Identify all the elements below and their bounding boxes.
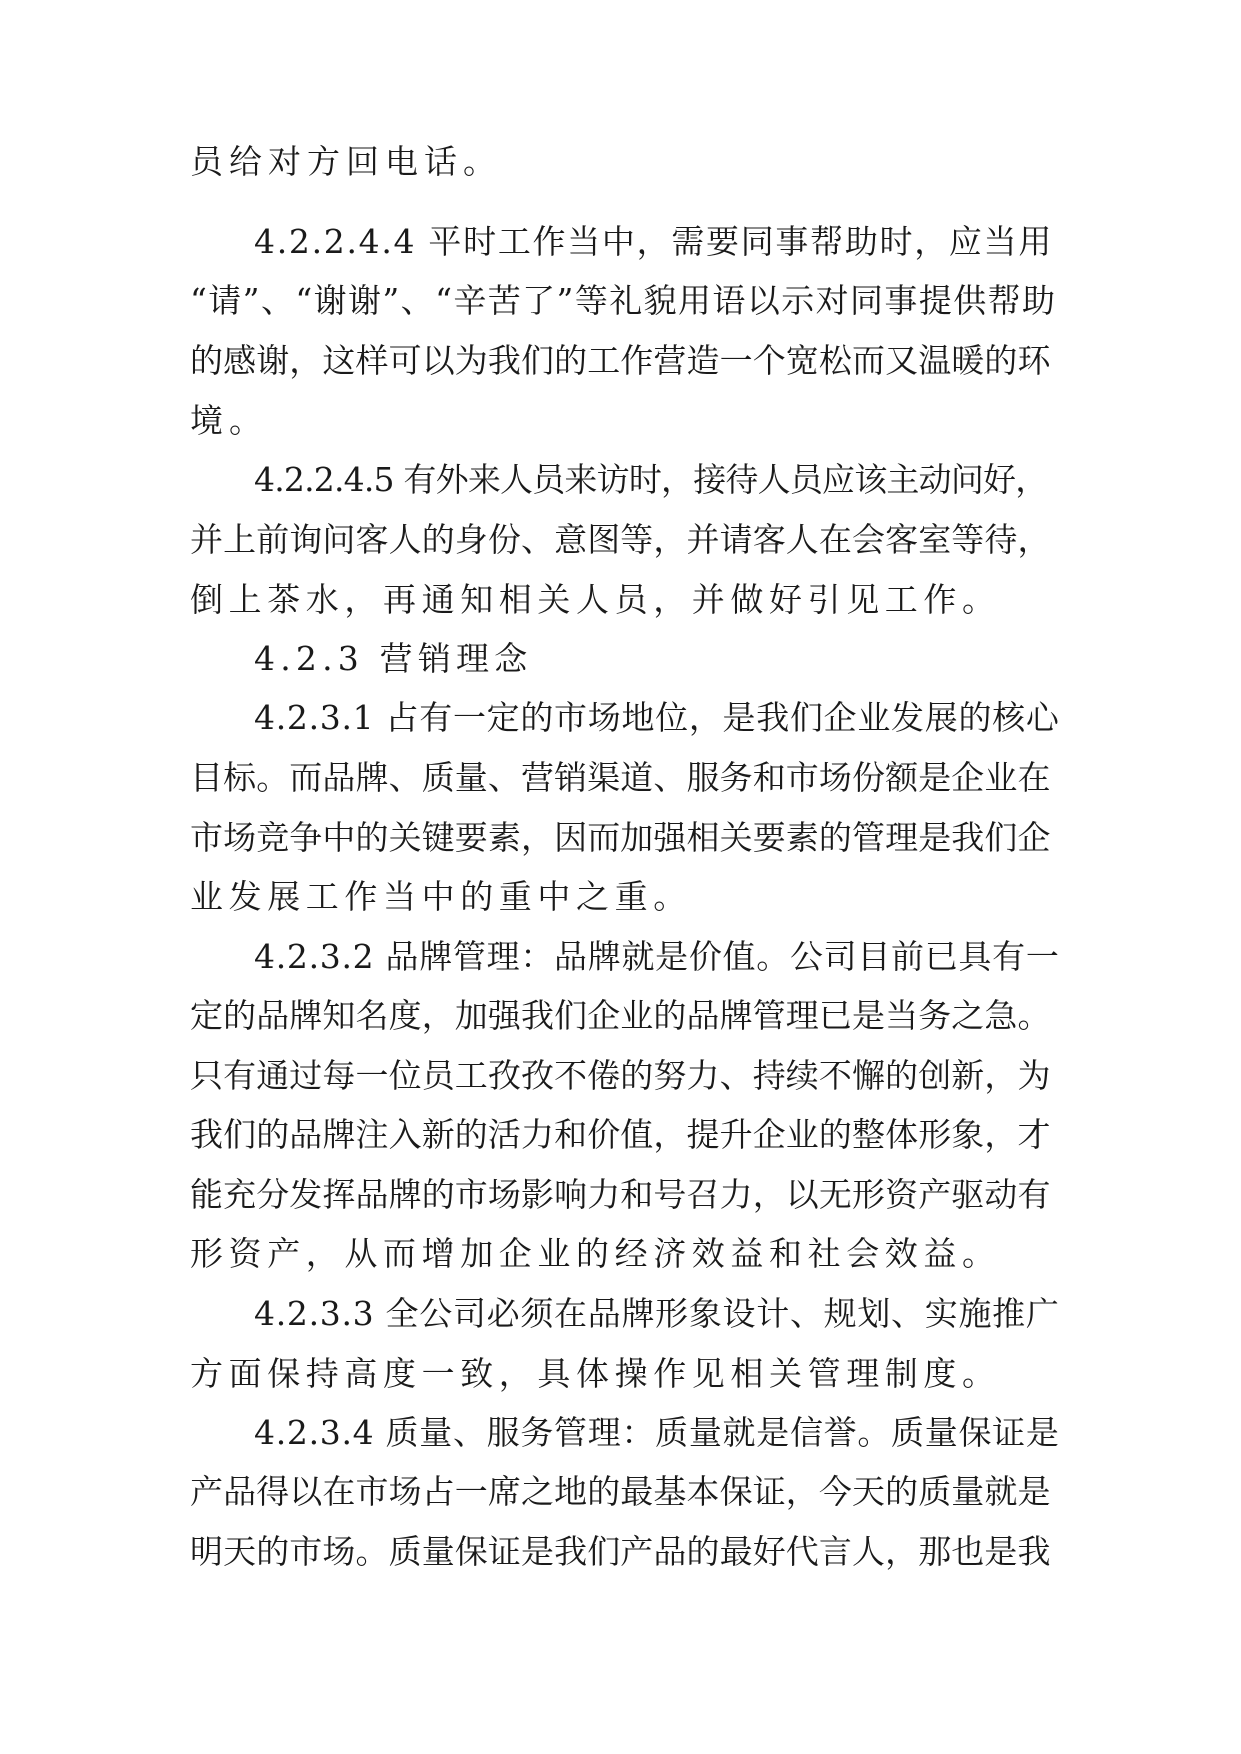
text-line: 我们的品牌注入新的活力和价值，提升企业的整体形象，才 [190,1115,1051,1154]
text-line: 境。 [190,401,268,440]
text-line: 只有通过每一位员工孜孜不倦的努力、持续不懈的创新，为 [190,1056,1051,1095]
text-line: 定的品牌知名度，加强我们企业的品牌管理已是当务之急。 [190,996,1051,1035]
text-line: “请”、“谢谢”、“辛苦了”等礼貌用语以示对同事提供帮助 [190,281,1057,320]
text-line: 4.2.3.4 质量、服务管理：质量就是信誉。质量保证是 [254,1413,1060,1452]
text-line: 倒上茶水，再通知相关人员，并做好引见工作。 [190,580,1001,619]
text-line: 能充分发挥品牌的市场影响力和号召力，以无形资产驱动有 [190,1175,1051,1214]
text-line: 市场竞争中的关键要素，因而加强相关要素的管理是我们企 [190,818,1051,857]
section-heading: 4.2.3 营销理念 [254,639,533,678]
text-line: 4.2.2.4.5 有外来人员来访时，接待人员应该主动问好， [254,460,1048,499]
text-line: 4.2.3.1 占有一定的市场地位，是我们企业发展的核心 [254,698,1060,737]
text-line: 4.2.3.3 全公司必须在品牌形象设计、规划、实施推广 [254,1294,1060,1333]
text-line: 方面保持高度一致，具体操作见相关管理制度。 [190,1354,1001,1393]
text-line: 4.2.3.2 品牌管理：品牌就是价值。公司目前已具有一 [254,937,1060,976]
text-line: 员给对方回电话。 [190,142,502,181]
text-line: 产品得以在市场占一席之地的最基本保证，今天的质量就是 [190,1472,1051,1511]
text-line: 的感谢，这样可以为我们的工作营造一个宽松而又温暖的环 [190,341,1051,380]
text-line: 并上前询问客人的身份、意图等，并请客人在会客室等待， [190,520,1051,559]
text-line: 明天的市场。质量保证是我们产品的最好代言人，那也是我 [190,1532,1051,1571]
text-line: 业发展工作当中的重中之重。 [190,877,692,916]
text-line: 目标。而品牌、质量、营销渠道、服务和市场份额是企业在 [190,758,1051,797]
text-line: 形资产，从而增加企业的经济效益和社会效益。 [190,1234,1001,1273]
text-line: 4.2.2.4.4 平时工作当中，需要同事帮助时，应当用 [254,222,1054,261]
